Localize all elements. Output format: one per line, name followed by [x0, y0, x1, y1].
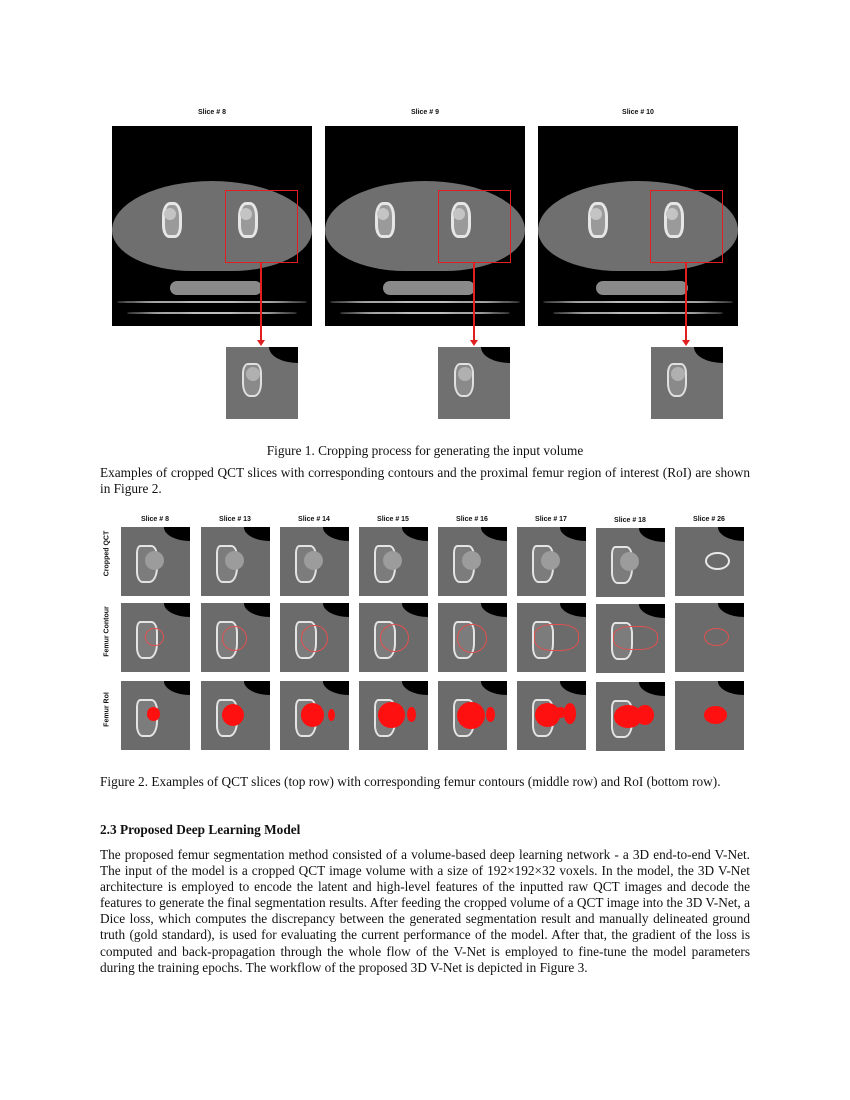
section-paragraph: The proposed femur segmentation method consisted of a volume-based deep learning network - a 3D end-to-end V-Net. The input of the model is a cropped QCT image volume with a size of 192×192×32 voxels. In the model, the 3D V-Net architecture is employed to encode the latent and high-level features of the inputted raw QCT images and decode the features to generate the final segmentation results. After feeding the cropped volume of a QCT image into the 3D V-Net, a Dice loss, which computes the discrepancy between the generated segmentation result and manually delineated ground truth (gold standard), is used for evaluating the current performance of the model. After that, the gradient of the loss is computed and back-propagation through the whole flow of the V-Net is employed to fine-tune the model parameters during the training epochs. The workflow of the proposed 3D V-Net is depicted in Figure 3.: [100, 847, 750, 975]
femur-contour-image: [596, 604, 665, 673]
cropped-slice-image: [438, 347, 510, 419]
cropped-slice-image: [226, 347, 298, 419]
femur-roi-image: [596, 682, 665, 751]
figure2-column-label: Slice # 8: [140, 516, 170, 523]
femur-roi-image: [517, 681, 586, 750]
row-label: Femur Contour: [103, 606, 111, 657]
arrow: [473, 262, 475, 342]
cropped-slice-image: [651, 347, 723, 419]
arrow-head-icon: [682, 340, 690, 346]
cropped-qct-image: [201, 527, 270, 596]
figure1-slice-label: Slice # 8: [197, 109, 227, 116]
femur-roi-image: [280, 681, 349, 750]
cropped-qct-image: [280, 527, 349, 596]
femur-roi-image: [438, 681, 507, 750]
cropped-qct-image: [438, 527, 507, 596]
intro-paragraph: Examples of cropped QCT slices with corresponding contours and the proximal femur region of interest (RoI) are shown in Figure 2.: [100, 465, 750, 497]
section-heading: 2.3 Proposed Deep Learning Model: [100, 822, 301, 837]
femur-contour-image: [675, 603, 744, 672]
femur-roi-image: [359, 681, 428, 750]
arrow-head-icon: [257, 340, 265, 346]
figure2-caption: Figure 2. Examples of QCT slices (top row) with corresponding femur contours (middle row) and RoI (bottom row).: [100, 774, 721, 789]
femur-contour-image: [121, 603, 190, 672]
femur-contour-image: [201, 603, 270, 672]
figure2-column-label: Slice # 14: [298, 516, 330, 523]
femur-roi-image: [675, 681, 744, 750]
figure2-column-label: Slice # 15: [377, 516, 409, 523]
cropped-qct-image: [121, 527, 190, 596]
figure2-column-label: Slice # 26: [693, 516, 725, 523]
row-label: Femur RoI: [103, 692, 111, 727]
cropped-qct-image: [675, 527, 744, 596]
roi-box: [438, 190, 511, 263]
figure2-column-label: Slice # 16: [456, 516, 488, 523]
femur-contour-image: [359, 603, 428, 672]
cropped-qct-image: [359, 527, 428, 596]
figure2-column-label: Slice # 18: [614, 517, 646, 524]
roi-box: [225, 190, 298, 263]
arrow-head-icon: [470, 340, 478, 346]
femur-contour-image: [517, 603, 586, 672]
figure1-slice-label: Slice # 9: [410, 109, 440, 116]
figure2-column-label: Slice # 13: [219, 516, 251, 523]
arrow: [685, 262, 687, 342]
roi-box: [650, 190, 723, 263]
cropped-qct-image: [596, 528, 665, 597]
femur-roi-image: [201, 681, 270, 750]
row-label: Cropped QCT: [103, 530, 111, 577]
femur-roi-image: [121, 681, 190, 750]
figure1-slice-label: Slice # 10: [622, 109, 654, 116]
cropped-qct-image: [517, 527, 586, 596]
arrow: [260, 262, 262, 342]
figure2-column-label: Slice # 17: [535, 516, 567, 523]
femur-contour-image: [438, 603, 507, 672]
femur-contour-image: [280, 603, 349, 672]
figure1-caption: Figure 1. Cropping process for generating the input volume: [266, 443, 584, 458]
